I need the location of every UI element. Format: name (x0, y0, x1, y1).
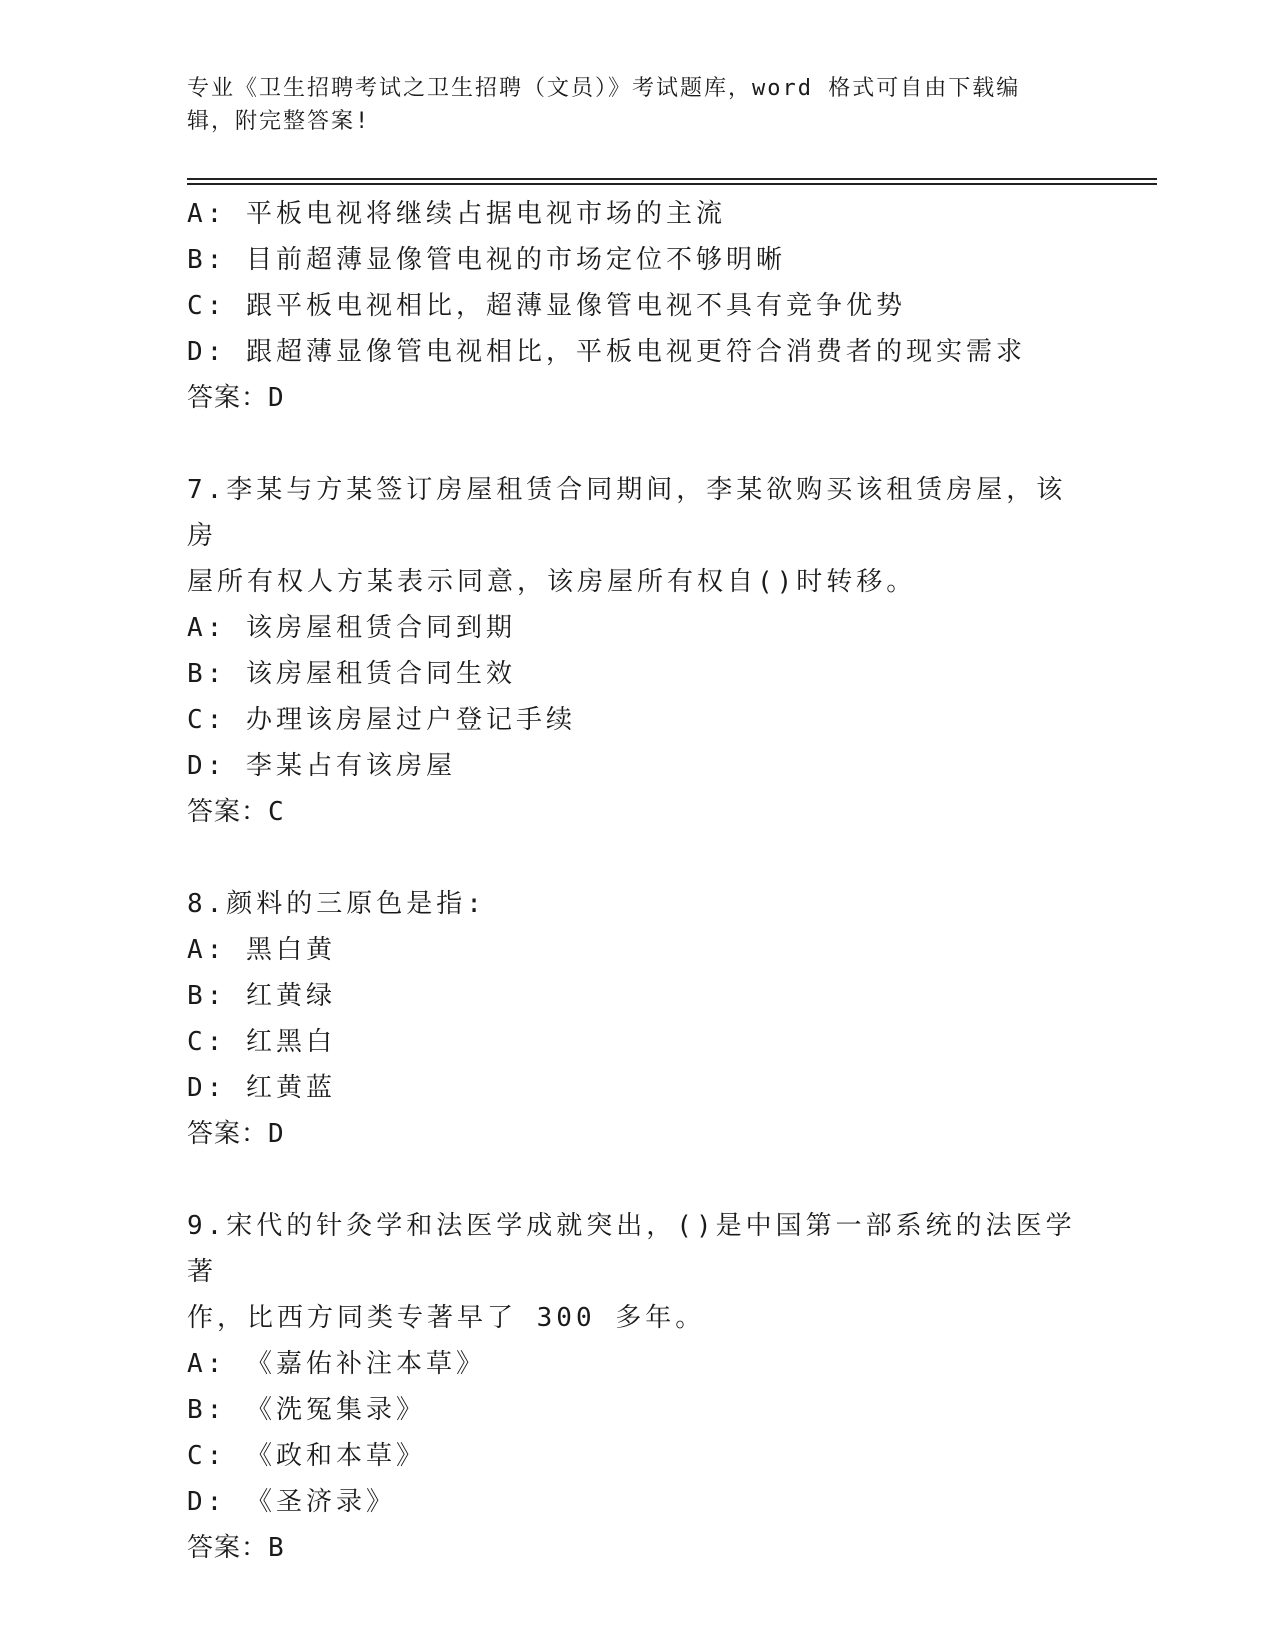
spacer (187, 421, 1087, 467)
option-d: D: 跟超薄显像管电视相比，平板电视更符合消费者的现实需求 (187, 337, 1026, 367)
header-divider-top (187, 178, 1157, 180)
question-list (187, 191, 1087, 1571)
option-c: C: 跟平板电视相比，超薄显像管电视不具有竞争优势 (187, 291, 906, 321)
answer: 答案：C (187, 797, 285, 827)
question-6 (187, 191, 1087, 421)
option-a: A: 该房屋租赁合同到期 (187, 613, 516, 643)
option-b: B: 目前超薄显像管电视的市场定位不够明晰 (187, 245, 786, 275)
question-text-line-1: 8.颜料的三原色是指: (187, 889, 486, 919)
option-d: D: 《圣济录》 (187, 1487, 396, 1517)
option-c: C: 办理该房屋过户登记手续 (187, 705, 576, 735)
option-b: B: 《洗冤集录》 (187, 1395, 426, 1425)
spacer (187, 835, 1087, 881)
question-8 (187, 881, 1087, 1157)
option-c: C: 红黑白 (187, 1027, 336, 1057)
option-a: A: 平板电视将继续占据电视市场的主流 (187, 199, 726, 229)
header-title: 专业《卫生招聘考试之卫生招聘（文员）》考试题库，word 格式可自由下载编辑，附完整答案! (187, 76, 1021, 134)
option-b: B: 红黄绿 (187, 981, 336, 1011)
option-d: D: 李某占有该房屋 (187, 751, 456, 781)
option-d: D: 红黄蓝 (187, 1073, 336, 1103)
question-7 (187, 467, 1087, 835)
spacer (187, 1157, 1087, 1203)
question-text-line-1: 9.宋代的针灸学和法医学成就突出，()是中国第一部系统的法医学著 (187, 1211, 1076, 1287)
answer: 答案：B (187, 1533, 285, 1563)
question-text-line-2: 屋所有权人方某表示同意，该房屋所有权自()时转移。 (187, 567, 917, 597)
option-a: A: 黑白黄 (187, 935, 336, 965)
document-header (187, 72, 1067, 138)
option-a: A: 《嘉佑补注本草》 (187, 1349, 486, 1379)
question-text-line-2: 作，比西方同类专著早了 300 多年。 (187, 1303, 706, 1333)
question-9 (187, 1203, 1087, 1571)
option-b: B: 该房屋租赁合同生效 (187, 659, 516, 689)
header-divider-bottom (187, 183, 1157, 185)
answer: 答案：D (187, 1119, 285, 1149)
option-c: C: 《政和本草》 (187, 1441, 426, 1471)
answer: 答案：D (187, 383, 285, 413)
question-text-line-1: 7.李某与方某签订房屋租赁合同期间，李某欲购买该租赁房屋，该房 (187, 475, 1067, 551)
